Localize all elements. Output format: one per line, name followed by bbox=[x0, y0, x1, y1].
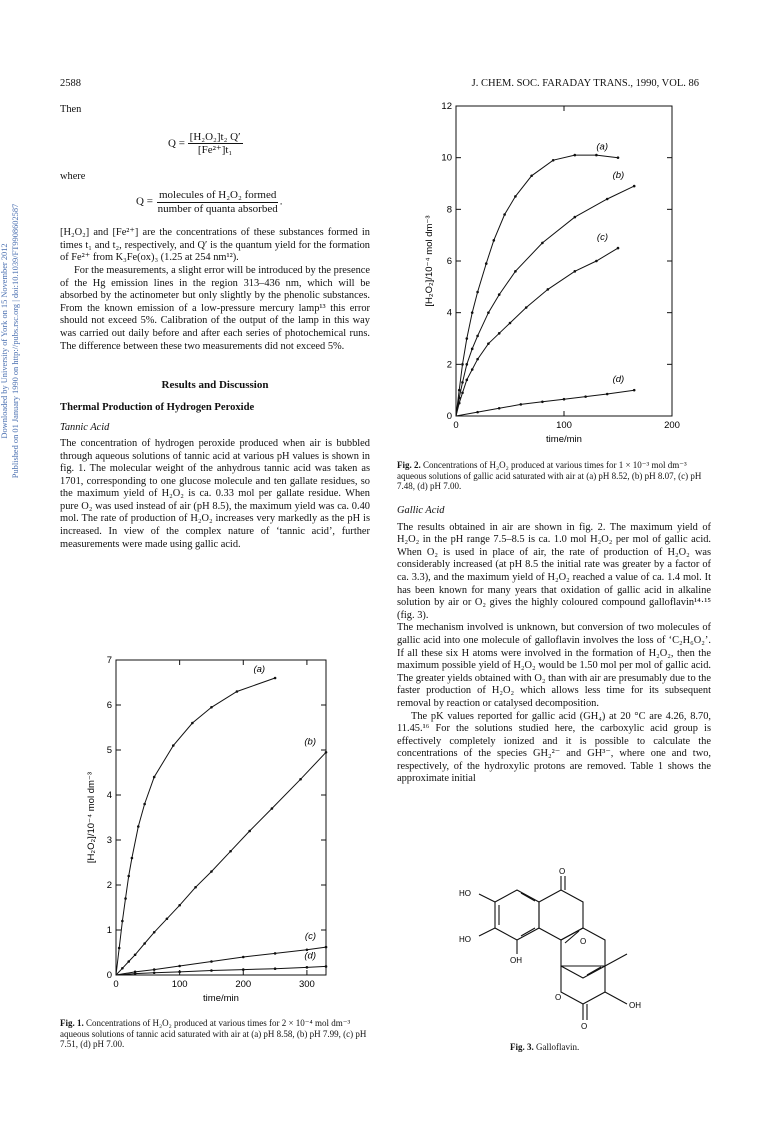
subsection-heading: Thermal Production of Hydrogen Peroxide bbox=[60, 401, 255, 413]
page-number: 2588 bbox=[60, 78, 81, 89]
data-point bbox=[143, 803, 146, 806]
data-point bbox=[153, 931, 156, 934]
y-tick-label: 4 bbox=[446, 307, 452, 319]
data-point bbox=[210, 960, 213, 963]
plot-frame bbox=[116, 660, 326, 975]
data-point bbox=[210, 969, 213, 972]
sidebar-downloaded-line[interactable]: Downloaded by University of York on 15 November 2012 bbox=[0, 243, 9, 439]
figure-2-caption bbox=[397, 460, 711, 492]
then-label: Then bbox=[60, 104, 82, 115]
tannic-acid-heading: Tannic Acid bbox=[60, 422, 110, 434]
struct-oh-2: OH bbox=[629, 1001, 641, 1010]
data-point bbox=[210, 870, 213, 873]
data-point bbox=[121, 920, 124, 923]
struct-o-2: O bbox=[580, 937, 587, 946]
y-tick-label: 12 bbox=[441, 101, 452, 112]
data-point bbox=[487, 342, 490, 345]
data-point bbox=[509, 322, 512, 325]
data-point bbox=[242, 956, 245, 959]
y-tick-label: 3 bbox=[106, 835, 112, 846]
data-point bbox=[606, 198, 609, 201]
figure-2-chart bbox=[418, 98, 690, 458]
x-axis-label: time/min bbox=[546, 434, 582, 445]
data-point bbox=[248, 830, 251, 833]
left-column bbox=[60, 104, 370, 551]
data-point bbox=[541, 242, 544, 245]
right-column bbox=[397, 505, 711, 786]
data-point bbox=[210, 706, 213, 709]
right-paragraph-3: The pK values reported for gallic acid (GH₄) at 20 °C are 4.26, 8.70, 11.45.¹⁶ For the solutions studied here, the carboxylic acid group is effectively completely ionized and it is possible to calculate the concentrations of the species GH₂²⁻ and GH³⁻, where one and two, respectively, of the hydroxylic protons are removed. Table 1 shows the approximate initial bbox=[397, 710, 711, 785]
left-paragraph-1: [H₂O₂] and [Fe²⁺] are the concentrations of these substances formed in times t₁ and t₂, respectively, and Q′ is the quantum yield for the formation of Fe²⁺ from K₃Fe(ox)₃ (1.25 at 254 nm¹²). bbox=[60, 227, 370, 264]
right-paragraph-2: The mechanism involved is unknown, but conversion of two molecules of gallic acid into one molecule of galloflavin involves the loss of ‘C₂H₆O₂’. If all these six H atoms were involved in the formation of H₂O₂, then the maximum possible yield of H₂O₂ would be 1.50 mol per mol of gallic acid. The greater yields obtained with O₂ than with air are presumably due to the faster production of H₂O₂ which allows less time for its subsequent removal by reaction or catalysed decomposition. bbox=[397, 622, 711, 709]
data-point bbox=[498, 407, 501, 410]
data-point bbox=[574, 270, 577, 273]
x-tick-label: 300 bbox=[298, 979, 315, 990]
eq2-denominator: number of quanta absorbed bbox=[157, 202, 278, 215]
struct-ho-1: HO bbox=[459, 889, 471, 898]
galloflavin-structure bbox=[455, 867, 695, 1031]
struct-o-3: O bbox=[555, 993, 562, 1002]
data-point bbox=[574, 154, 577, 157]
figure-1-chart bbox=[80, 650, 340, 1015]
left-paragraph-2: For the measurements, a slight error will be introduced by the presence of the Hg emission lines in the region 313–436 nm, which will be absorbed by the actinometer but only slightly by the phenolic substances. From the known emission of a low-pressure mercury lamp¹³ this error should not exceed 5%. Calibration of the output of the lamp in this way was carried out daily before and after each series of photochemical runs. The difference between these two measurements did not exceed 5%. bbox=[60, 264, 370, 352]
data-point bbox=[547, 288, 550, 291]
data-point bbox=[178, 965, 181, 968]
data-point bbox=[514, 195, 517, 198]
data-point bbox=[166, 917, 169, 920]
y-tick-label: 6 bbox=[106, 700, 112, 711]
left-paragraph-3: The concentration of hydrogen peroxide produced when air is bubbled through aqueous solutions of tannic acid at various pH values is shown in fig. 1. The molecular weight of the anhydrous tannic acid was taken as 1701, corresponding to one glucose molecule and ten gallate residues, so the maximum yield of H₂O₂ is ca. 0.33 mol per gallate residue. When pure O₂ was used instead of air (pH 8.5), the maximum yield was ca. 0.40 mol. The rate of production of H₂O₂ increases very markedly as the pH is increased. In view of the complex nature of ‘tannic acid’, further measurements were made using gallic acid. bbox=[60, 437, 370, 550]
data-point bbox=[503, 213, 506, 216]
data-point bbox=[124, 897, 127, 900]
data-point bbox=[595, 260, 598, 263]
data-point bbox=[137, 825, 140, 828]
structure-bonds bbox=[479, 876, 627, 1020]
data-point bbox=[563, 398, 566, 401]
data-point bbox=[525, 306, 528, 309]
data-point bbox=[552, 159, 555, 162]
series-label: (d) bbox=[304, 950, 316, 962]
data-point bbox=[274, 952, 277, 955]
x-tick-label: 0 bbox=[113, 979, 119, 990]
y-tick-label: 1 bbox=[106, 925, 112, 936]
download-info-sidebar bbox=[0, 0, 21, 791]
fig2-caption-text: Concentrations of H₂O₂ produced at various times for 1 × 10⁻³ mol dm⁻³ aqueous solutions of gallic acid saturated with air at (a) pH 8.52, (b) pH 8.07, (c) pH 7.48, (d) pH 7.00. bbox=[397, 460, 702, 492]
data-point bbox=[134, 972, 137, 975]
data-point bbox=[606, 393, 609, 396]
data-point bbox=[595, 154, 598, 157]
plot-frame bbox=[456, 106, 672, 416]
data-point bbox=[633, 389, 636, 392]
y-tick-label: 0 bbox=[446, 411, 452, 422]
data-point bbox=[487, 311, 490, 314]
data-point bbox=[134, 953, 137, 956]
eq1-lhs: Q = bbox=[168, 137, 185, 150]
data-point bbox=[274, 967, 277, 970]
data-point bbox=[325, 946, 328, 949]
data-point bbox=[458, 402, 461, 405]
y-tick-label: 4 bbox=[106, 790, 112, 801]
series-line bbox=[116, 752, 326, 975]
y-tick-label: 5 bbox=[106, 745, 112, 756]
data-point bbox=[274, 677, 277, 680]
data-point bbox=[514, 270, 517, 273]
data-point bbox=[498, 293, 501, 296]
y-tick-label: 2 bbox=[106, 880, 112, 891]
data-point bbox=[466, 363, 469, 366]
figure-1-caption bbox=[60, 1018, 370, 1050]
series-label: (c) bbox=[596, 232, 608, 244]
data-point bbox=[325, 965, 328, 968]
series-line bbox=[456, 155, 618, 416]
data-point bbox=[153, 968, 156, 971]
gallic-acid-heading: Gallic Acid bbox=[397, 505, 445, 516]
series-line bbox=[116, 947, 326, 975]
x-tick-label: 0 bbox=[453, 420, 459, 431]
series-label: (d) bbox=[612, 374, 625, 386]
struct-ho-2: HO bbox=[459, 935, 471, 944]
data-point bbox=[325, 751, 328, 754]
data-point bbox=[461, 363, 464, 366]
data-point bbox=[127, 960, 130, 963]
series-line bbox=[456, 248, 618, 416]
data-point bbox=[461, 381, 464, 384]
data-point bbox=[271, 807, 274, 810]
fig3-caption-label: Fig. 3. bbox=[510, 1042, 534, 1052]
x-tick-label: 200 bbox=[235, 979, 252, 990]
data-point bbox=[617, 247, 620, 250]
data-point bbox=[485, 262, 488, 265]
eq2-tail: . bbox=[279, 195, 283, 208]
data-point bbox=[617, 156, 620, 159]
data-point bbox=[498, 332, 501, 335]
x-tick-label: 100 bbox=[556, 420, 572, 431]
eq2-fraction bbox=[156, 189, 280, 215]
data-point bbox=[574, 216, 577, 219]
eq1-fraction bbox=[188, 131, 243, 157]
fig1-caption-text: Concentrations of H₂O₂ produced at various times for 2 × 10⁻⁴ mol dm⁻³ aqueous solutions of tannic acid saturated with air at (a) pH 8.58, (b) pH 7.99, (c) pH 7.51, (d) pH 7.00. bbox=[60, 1018, 367, 1050]
data-point bbox=[584, 395, 587, 398]
section-heading: Results and Discussion bbox=[161, 379, 269, 392]
data-point bbox=[471, 348, 474, 351]
data-point bbox=[229, 850, 232, 853]
fig3-caption-text: Galloflavin. bbox=[536, 1042, 580, 1052]
figure-3-caption bbox=[510, 1042, 579, 1053]
data-point bbox=[121, 967, 124, 970]
data-point bbox=[306, 966, 309, 969]
data-point bbox=[153, 971, 156, 974]
data-point bbox=[191, 722, 194, 725]
where-label: where bbox=[60, 170, 86, 182]
data-point bbox=[493, 239, 496, 242]
data-point bbox=[633, 185, 636, 188]
series-label: (b) bbox=[304, 736, 316, 748]
y-tick-label: 8 bbox=[446, 204, 452, 216]
data-point bbox=[476, 291, 479, 294]
data-point bbox=[476, 335, 479, 338]
data-point bbox=[178, 904, 181, 907]
data-point bbox=[466, 379, 469, 382]
data-point bbox=[299, 778, 302, 781]
struct-o-4: O bbox=[581, 1022, 588, 1031]
data-point bbox=[143, 942, 146, 945]
series-label: (a) bbox=[596, 141, 608, 153]
journal-header: J. CHEM. SOC. FARADAY TRANS., 1990, VOL. 86 bbox=[471, 78, 699, 89]
y-tick-label: 0 bbox=[106, 970, 112, 981]
y-tick-label: 6 bbox=[446, 256, 452, 267]
data-point bbox=[178, 971, 181, 974]
y-axis-label: [H₂O₂]/10⁻⁴ mol dm⁻³ bbox=[86, 771, 97, 864]
eq1-numerator: [H₂O₂]t₂ Q′ bbox=[189, 130, 241, 143]
series-label: (b) bbox=[612, 170, 625, 182]
data-point bbox=[131, 857, 134, 860]
x-tick-label: 100 bbox=[171, 979, 188, 990]
x-axis-label: time/min bbox=[203, 993, 239, 1004]
equation-1 bbox=[168, 131, 370, 163]
data-point bbox=[466, 337, 469, 340]
data-point bbox=[541, 400, 544, 403]
data-point bbox=[153, 776, 156, 779]
data-point bbox=[242, 968, 245, 971]
fig1-caption-label: Fig. 1. bbox=[60, 1018, 84, 1028]
data-point bbox=[471, 368, 474, 371]
eq2-lhs: Q = bbox=[136, 195, 153, 208]
data-point bbox=[194, 886, 197, 889]
y-tick-label: 10 bbox=[441, 152, 452, 164]
series-line bbox=[116, 678, 275, 975]
data-point bbox=[530, 174, 533, 177]
equation-2 bbox=[136, 189, 370, 223]
data-point bbox=[471, 311, 474, 314]
data-point bbox=[118, 947, 121, 950]
data-point bbox=[520, 403, 523, 406]
data-point bbox=[236, 690, 239, 693]
series-label: (c) bbox=[304, 931, 316, 943]
y-axis-label: [H₂O₂]/10⁻⁴ mol dm⁻³ bbox=[424, 215, 435, 307]
series-label: (a) bbox=[253, 664, 266, 675]
y-tick-label: 7 bbox=[106, 655, 112, 666]
right-paragraph-1: The results obtained in air are shown in fig. 2. The maximum yield of H₂O₂ in the pH range 7.5–8.5 is ca. 1.0 mol H₂O₂ per mol of gallic acid. When O₂ is used in place of air, the rate of production of H₂O₂ was considerably increased (at pH 8.5 the initial rate was greater by a factor of ca. 3.3), and the maximum yield of H₂O₂ reached a value of ca. 1.4 mol. It has been known for many years that oxidation of gallic acid in alkaline solution by air or O₂ gives the highly coloured compound galloflavin¹⁴·¹⁵ (fig. 3). bbox=[397, 521, 711, 621]
sidebar-published-line[interactable]: Published on 01 January 1990 on http://pubs.rsc.org | doi:10.1039/FT9908602587 bbox=[11, 203, 20, 479]
data-point bbox=[461, 391, 464, 394]
eq1-denominator: [Fe²⁺]t₁ bbox=[197, 144, 233, 157]
struct-oh-1: OH bbox=[510, 956, 522, 965]
series-line bbox=[456, 186, 634, 416]
data-point bbox=[172, 744, 175, 747]
fig2-caption-label: Fig. 2. bbox=[397, 460, 421, 470]
y-tick-label: 2 bbox=[446, 359, 452, 371]
x-tick-label: 200 bbox=[664, 420, 680, 431]
data-point bbox=[476, 358, 479, 361]
data-point bbox=[127, 875, 130, 878]
struct-o-1: O bbox=[559, 867, 566, 876]
data-point bbox=[476, 411, 479, 414]
eq2-numerator: molecules of H₂O₂ formed bbox=[159, 189, 277, 202]
